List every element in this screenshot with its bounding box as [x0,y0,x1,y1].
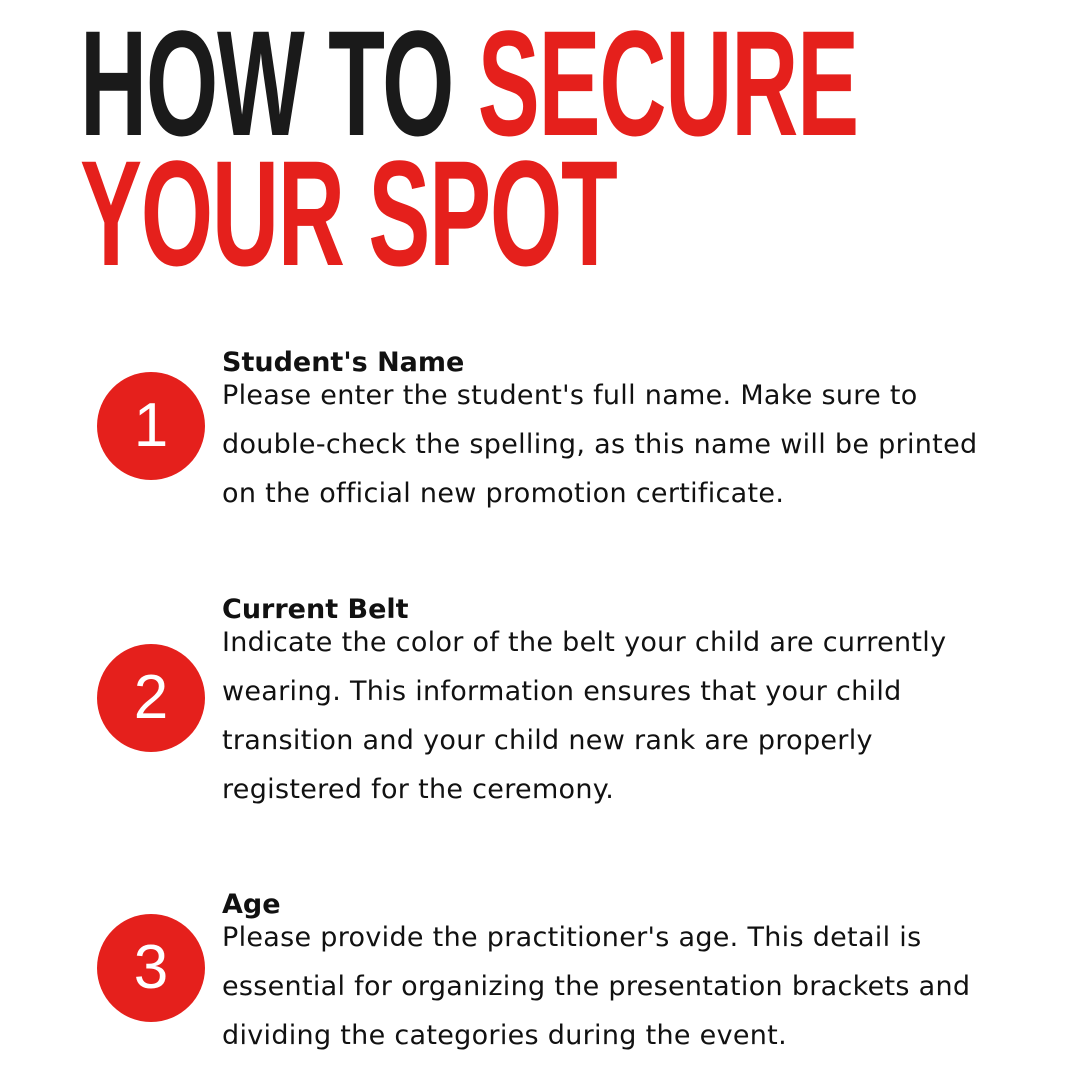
headline-dark-text: HOW TO [80,0,454,167]
step-description: Please provide the practitioner's age. This detail is essential for organizing the presentation brackets and dividing the categories during the event. [222,922,971,1051]
step-title: Student's Name [222,347,465,378]
step-number-badge: 1 [97,372,205,480]
step-description: Indicate the color of the belt your child are currently wearing. This information ensures that your child transition and your child new rank are properly registered for the ceremony. [222,627,947,805]
headline-red-text-2: YOUR SPOT [80,129,617,297]
step-description: Please enter the student's full name. Make sure to double-check the spelling, as this name will be printed on the official new promotion certificate. [222,380,978,509]
step-title: Age [222,889,281,920]
headline-red-text-1: SECURE [477,0,858,167]
step-number-badge: 2 [97,644,205,752]
step-title: Current Belt [222,594,409,625]
headline [80,0,858,297]
step-number-badge: 3 [97,914,205,1022]
